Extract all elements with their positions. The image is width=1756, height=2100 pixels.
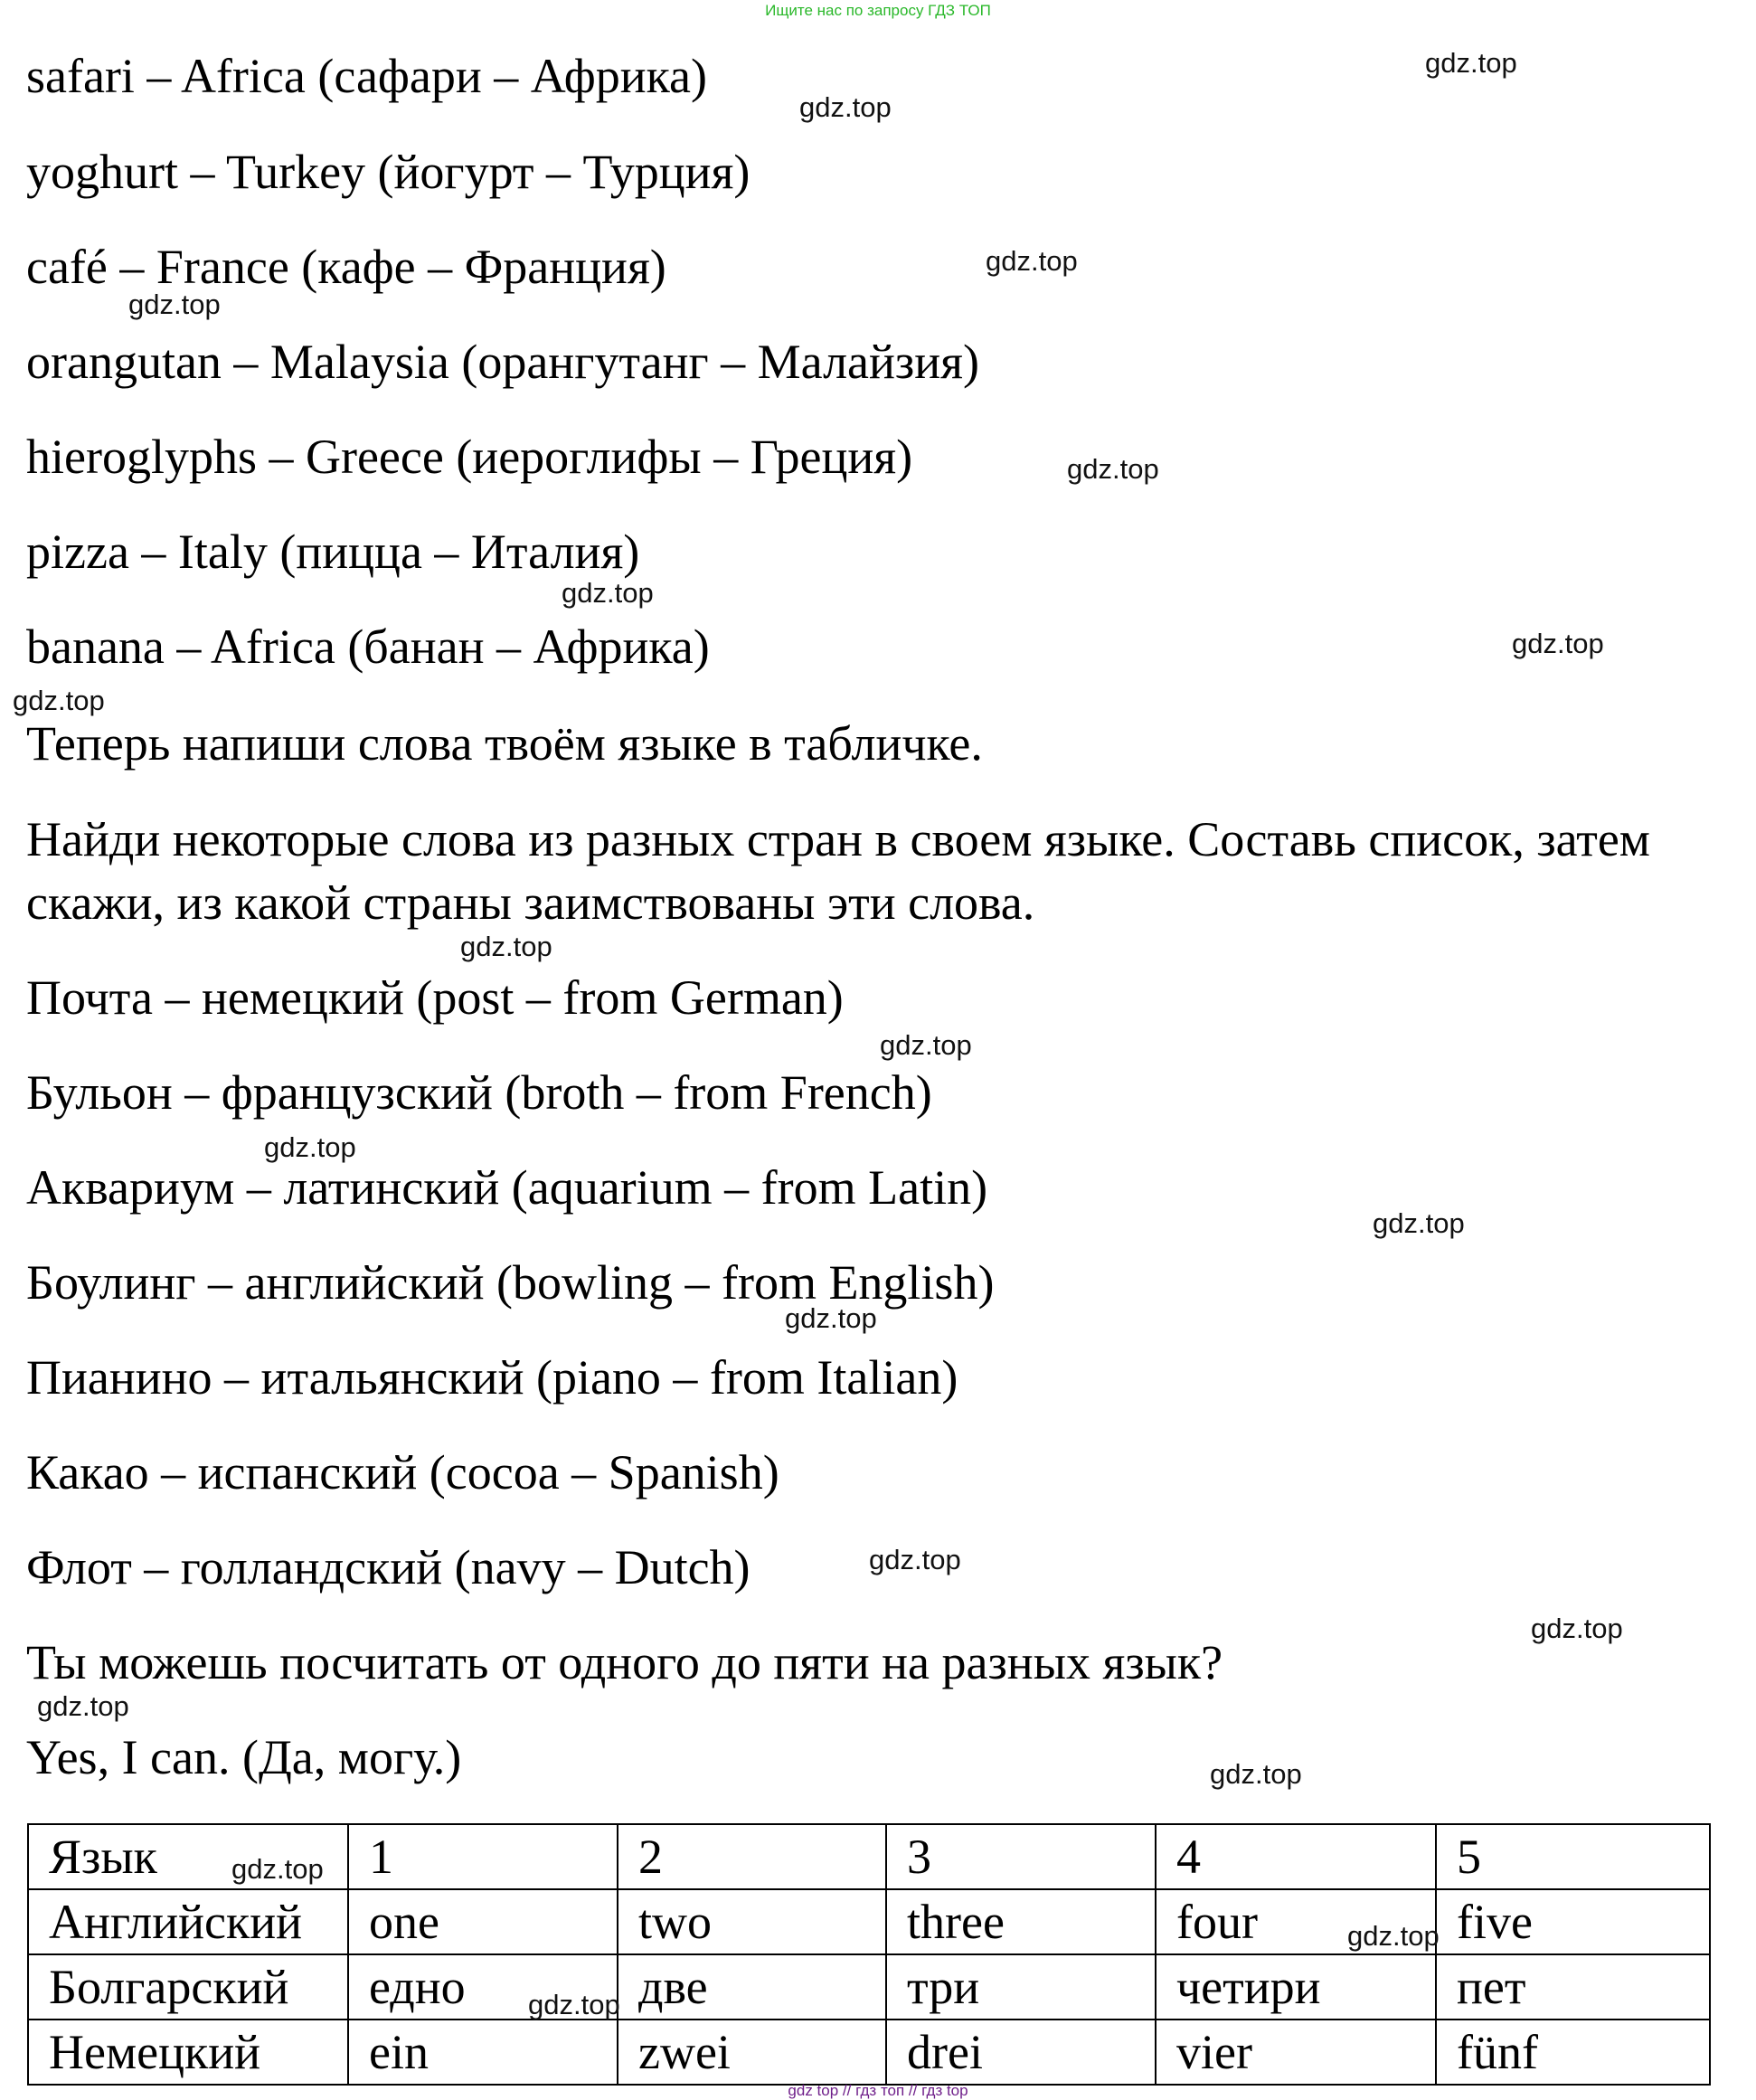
watermark: gdz.top [869,1544,961,1575]
text-line-7: banana – Africa (банан – Африка) [26,620,710,674]
watermark: gdz.top [799,91,892,123]
watermark: gdz.top [37,1690,129,1722]
text-line-11: Бульон – французский (broth – from French) [26,1065,932,1120]
table-cell: two [618,1889,886,1954]
table-cell: Немецкий [28,2020,348,2085]
table-cell: three [886,1889,1156,1954]
watermark: gdz.top [785,1302,877,1334]
footer: gdz top // гдз топ // гдз top [788,2082,968,2099]
watermark: gdz.top [1347,1920,1440,1952]
table-cell: fünf [1436,2020,1710,2085]
table-header-cell: 5 [1436,1824,1710,1889]
watermark: gdz.top [231,1853,324,1885]
text-line-2: yoghurt – Turkey (йогурт – Турция) [26,145,751,199]
table-cell: три [886,1954,1156,2020]
table-header-cell: 2 [618,1824,886,1889]
table-header-cell: Язык [28,1824,348,1889]
table-cell: vier [1156,2020,1436,2085]
table-cell: five [1436,1889,1710,1954]
table-cell: zwei [618,2020,886,2085]
table-cell: Болгарский [28,1954,348,2020]
table-cell: четири [1156,1954,1436,2020]
table-header-cell: 1 [348,1824,618,1889]
text-line-12: Аквариум – латинский (aquarium – from Latin) [26,1160,988,1215]
watermark: gdz.top [1373,1207,1465,1239]
watermark: gdz.top [1067,453,1159,485]
watermark: gdz.top [562,577,654,609]
watermark: gdz.top [1210,1758,1302,1790]
top-banner: Ищите нас по запросу ГДЗ ТОП [765,2,991,19]
table-header-cell: 4 [1156,1824,1436,1889]
table-cell: Английский [28,1889,348,1954]
text-line-1: safari – Africa (сафари – Африка) [26,49,707,103]
table-cell: ein [348,2020,618,2085]
text-line-5: hieroglyphs – Greece (иероглифы – Греция) [26,430,913,484]
watermark: gdz.top [986,245,1078,277]
question-line: Ты можешь посчитать от одного до пяти на разных язык? [26,1635,1223,1689]
watermark: gdz.top [880,1029,972,1061]
watermark: gdz.top [1425,47,1517,79]
text-line-13: Боулинг – английский (bowling – from English) [26,1255,995,1310]
table-cell: one [348,1889,618,1954]
text-line-14: Пианино – итальянский (piano – from Italian) [26,1350,958,1405]
task-paragraph: Найди некоторые слова из разных стран в своем языке. Составь список, затем скажи, из какой страны заимствованы эти слова. [26,812,1650,930]
watermark: gdz.top [1531,1613,1623,1644]
table-header-cell: 3 [886,1824,1156,1889]
table-cell: drei [886,2020,1156,2085]
table-row [28,1954,1710,2020]
table-cell: едно [348,1954,618,2020]
table-row [28,2020,1710,2085]
instruction-line: Теперь напиши слова твоём языке в табличке. [26,716,983,771]
watermark: gdz.top [264,1131,356,1163]
answer-line: Yes, I can. (Да, могу.) [26,1730,462,1784]
watermark: gdz.top [460,931,552,962]
text-line-4: orangutan – Malaysia (орангутанг – Малайзия) [26,335,979,389]
text-line-16: Флот – голландский (navy – Dutch) [26,1540,751,1594]
text-line-10: Почта – немецкий (post – from German) [26,970,844,1025]
text-line-15: Какао – испанский (cocoa – Spanish) [26,1445,779,1499]
text-line-3: café – France (кафе – Франция) [26,240,666,294]
table-cell: две [618,1954,886,2020]
watermark: gdz.top [13,685,105,716]
watermark: gdz.top [528,1989,620,2020]
table-cell: пет [1436,1954,1710,2020]
text-line-6: pizza – Italy (пицца – Италия) [26,525,640,579]
watermark: gdz.top [1512,628,1604,659]
table-row [28,1889,1710,1954]
table-cell: four [1156,1889,1436,1954]
watermark: gdz.top [128,289,221,320]
